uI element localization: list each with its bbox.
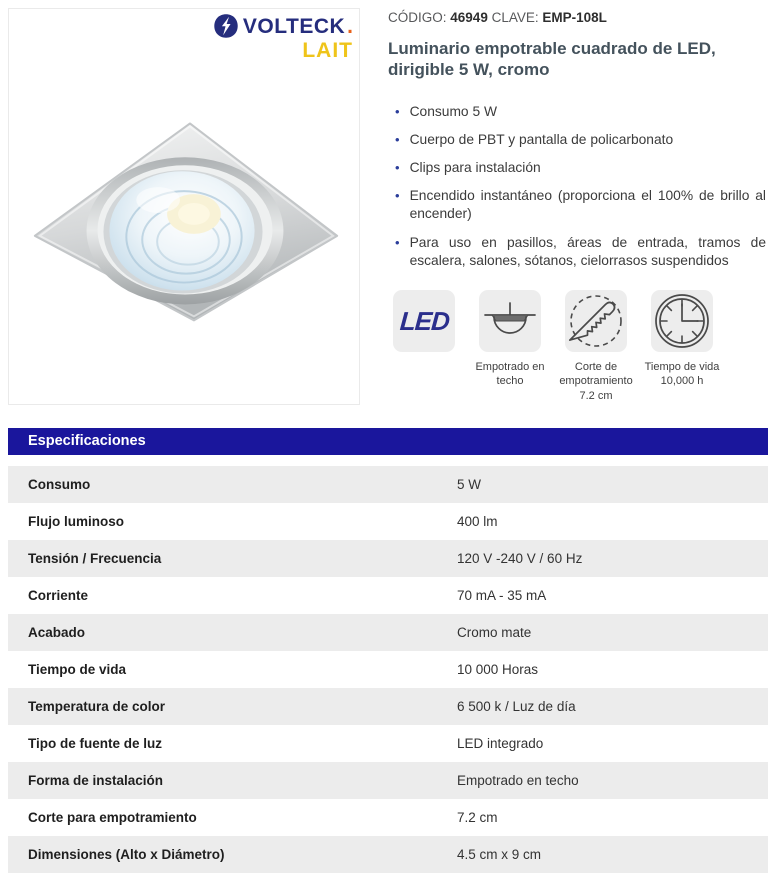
spec-label: Tiempo de vida [28,662,127,677]
spec-label: Tensión / Frecuencia [28,551,162,566]
table-row [8,614,768,651]
spec-label: Consumo [28,477,91,492]
badge-row [381,290,725,403]
badge-lifetime [639,290,725,403]
specifications-table [8,466,768,873]
lifetime-tile [651,290,713,352]
feature-list [388,103,766,270]
table-row [8,577,768,614]
recessed-ceiling-tile [479,290,541,352]
spec-value: 7.2 cm [457,810,498,825]
badge-caption: Empotrado en techo [475,361,545,388]
table-row [8,725,768,762]
badge-led [381,290,467,403]
spec-label: Corte para empotramiento [28,810,197,825]
key-label: CLAVE: [491,10,539,25]
brand-dot: . [347,14,353,38]
spec-label: Temperatura de color [28,699,166,714]
led-badge-tile [393,290,455,352]
cutout-hole-icon [565,290,627,352]
spec-label: Flujo luminoso [28,514,124,529]
recessed-ceiling-icon [479,290,541,352]
brand-name: VOLTECK [242,14,346,38]
feature-item: • Para uso en pasillos, áreas de entrada, tramos de escalera, salones, sótanos, cielorrasos suspendidos [388,234,766,270]
badge-caption: Tiempo de vida 10,000 h [644,361,720,388]
table-row [8,503,768,540]
product-image-box [8,8,360,405]
spec-value: Cromo mate [457,625,532,640]
table-row [8,651,768,688]
product-photo [9,9,359,404]
product-codes [388,10,768,25]
feature-item: • Encendido instantáneo (proporciona el 100% de brillo al encender) [388,187,766,223]
specifications-header: Especificaciones [8,428,768,455]
table-row [8,688,768,725]
spec-value: 400 lm [457,514,498,529]
page-title: Luminario empotrable cuadrado de LED, dirigible 5 W, cromo [388,39,716,80]
spec-label: Forma de instalación [28,773,164,788]
key-value: EMP-108L [542,10,607,25]
bullet-icon: • [395,103,400,119]
cutout-tile [565,290,627,352]
table-row [8,540,768,577]
brand-logo [213,13,353,61]
spec-value: Empotrado en techo [457,773,579,788]
spec-label: Dimensiones (Alto x Diámetro) [28,847,225,862]
feature-item: • Clips para instalación [388,159,766,177]
spec-value: 6 500 k / Luz de día [457,699,576,714]
specifications-section [8,428,768,873]
spec-label: Acabado [28,625,86,640]
spec-label: Tipo de fuente de luz [28,736,163,751]
bullet-icon: • [395,159,400,175]
bullet-icon: • [395,188,400,204]
bullet-icon: • [395,131,400,147]
spec-value: 120 V -240 V / 60 Hz [457,551,583,566]
brand-subbrand: LAIT [302,39,353,62]
spec-value: 4.5 cm x 9 cm [457,847,542,862]
clock-icon [651,290,713,352]
bullet-icon: • [395,234,400,250]
code-label: CÓDIGO: [388,10,447,25]
table-row [8,762,768,799]
badge-recessed-ceiling [467,290,553,403]
table-row [8,799,768,836]
badge-cutout [553,290,639,403]
product-info [388,8,768,280]
volteck-swoosh-icon [213,13,239,39]
spec-label: Corriente [28,588,89,603]
spec-value: 5 W [457,477,482,492]
spec-value: LED integrado [457,736,544,751]
feature-item: • Consumo 5 W [388,103,766,121]
table-row [8,836,768,873]
feature-item: • Cuerpo de PBT y pantalla de policarbonato [388,131,766,149]
badge-caption: Corte de empotramiento 7.2 cm [559,361,633,402]
code-value: 46949 [450,10,488,25]
spec-value: 70 mA - 35 mA [457,588,547,603]
led-badge-text: LED [398,305,450,336]
spec-value: 10 000 Horas [457,662,539,677]
table-row [8,466,768,503]
